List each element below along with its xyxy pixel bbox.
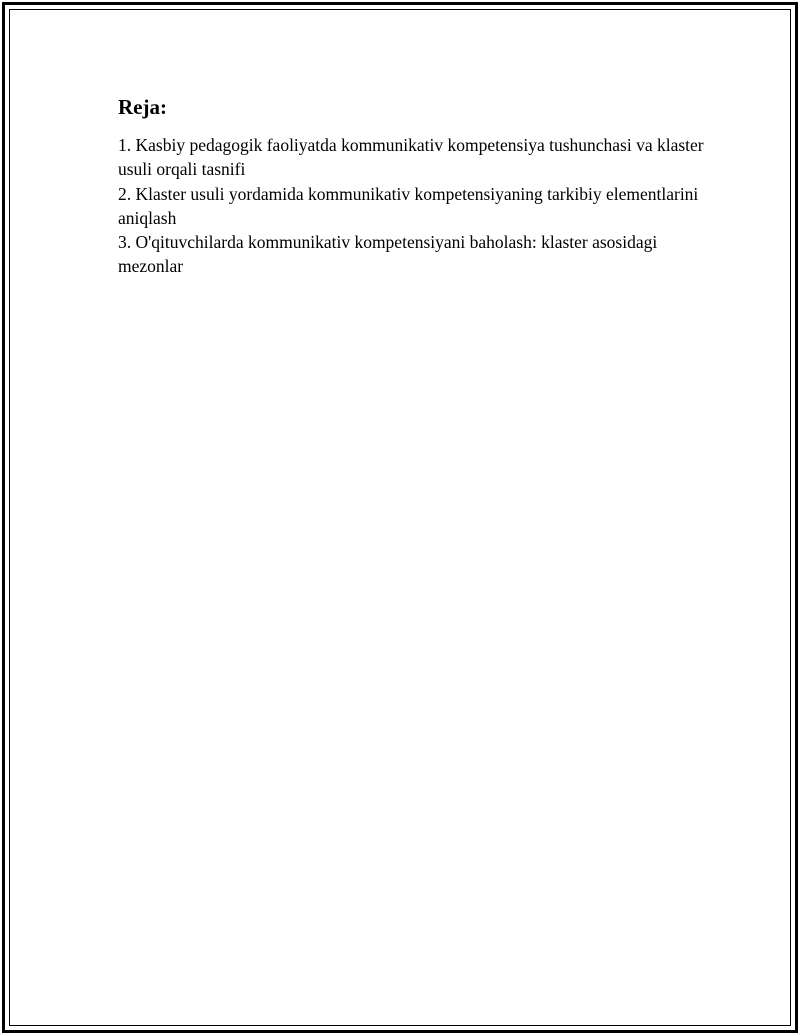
document-body: [118, 93, 708, 279]
plan-heading: Reja:: [118, 95, 167, 119]
plan-item-3: 3. O'qituvchilarda kommunikativ kompetensiyani baholash: klaster asosidagi mezonlar: [118, 232, 658, 277]
plan-item-2: 2. Klaster usuli yordamida kommunikativ kompetensiyaning tarkibiy elementlarini aniqlash: [118, 183, 699, 228]
plan-item-1: 1. Kasbiy pedagogik faoliyatda kommunikativ kompetensiya tushunchasi va klaster usuli orqali tasnifi: [118, 135, 704, 180]
plan-list: [118, 133, 708, 279]
